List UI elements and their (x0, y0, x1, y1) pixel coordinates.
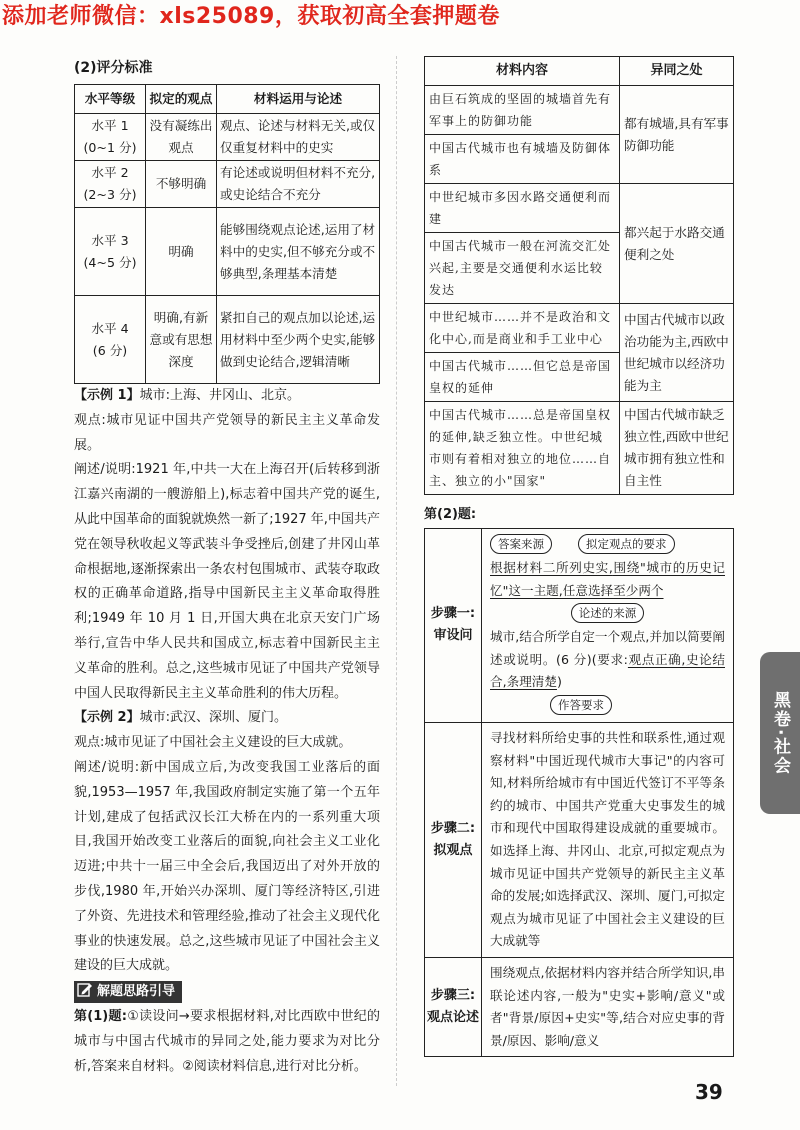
criteria-header-row (75, 85, 380, 114)
scoring-standard-title: (2)评分标准 (74, 60, 153, 76)
view-cell: 没有凝练出观点 (146, 114, 217, 161)
view-cell: 不够明确 (146, 161, 217, 208)
material-cell: 中国古代城市……但它总是帝国皇权的延伸 (425, 353, 620, 402)
material-cell: 由巨石筑成的坚固的城墙首先有军事上的防御功能 (425, 86, 620, 135)
tag-row (490, 694, 725, 718)
table-row (425, 184, 734, 233)
tag-row (490, 533, 725, 557)
pencil-note-icon (77, 982, 93, 998)
note-cell: 都兴起于水路交通便利之处 (620, 184, 734, 304)
answer-requirement-tag: 作答要求 (550, 695, 612, 715)
table-row (75, 296, 380, 384)
step-row (425, 722, 734, 957)
example2-desc: 阐述/说明:新中国成立后,为改变我国工业落后的面貌,1953—1957 年,我国政府制定实施了第一个五年计划,建成了包括武汉长江大桥在内的一系列重大项目,我国开始改变工业落后的面貌,向社会主义工业化迈进;中共十一届三中全会后,我国迈出了对外开放的步伐,1980 年,开始兴办深圳、厦门等经济特区,引进了外资、先进技术和管理经验,推动了社会主义现代化事业的快速发展。总之,这些城市见证了中国社会主义建设的巨大成就。 (74, 759, 380, 974)
tag-row (490, 602, 725, 626)
material-cell: 中国古代城市……总是帝国皇权的延伸,缺乏独立性。中世纪城市则有着相对独立的地位……自主、独立的小"国家" (425, 402, 620, 495)
material-cell: 中国古代城市也有城墙及防御体系 (425, 135, 620, 184)
step-label: 步骤二: 拟观点 (425, 722, 482, 957)
step1-text-b: 城市,结合所学自定一个观点,并加以简要阐述或说明。(6 分)(要求:观点正确,史论结合,条理清楚) (490, 629, 725, 690)
level-cell: 水平 2 (2~3 分) (75, 161, 146, 208)
comparison-header-note: 异同之处 (620, 57, 734, 86)
example1-view: 观点:城市见证中国共产党领导的新民主主义革命发展。 (74, 412, 380, 453)
comparison-table (424, 56, 734, 495)
table-row (75, 161, 380, 208)
right-column (424, 56, 734, 1057)
view-requirement-tag: 拟定观点的要求 (578, 534, 675, 554)
step-body: 围绕观点,依据材料内容并结合所学知识,串联论述内容,一般为"史实+影响/意义"或者"背景/原因+史实"等,结合对应史事的背景/原因、影响/意义 (482, 957, 734, 1056)
table-row (425, 86, 734, 135)
example2-cities: 【示例 2】城市:武汉、深圳、厦门。 (74, 710, 287, 726)
promo-banner: 添加老师微信：xls25089，获取初高全套押题卷 (2, 4, 500, 29)
desc-cell: 观点、论述与材料无关,或仅仅重复材料中的史实 (217, 114, 380, 161)
steps-table (424, 528, 734, 1057)
note-cell: 中国古代城市以政治功能为主,西欧中世纪城市以经济功能为主 (620, 304, 734, 402)
q1-guide: 第(1)题:①读设问→要求根据材料,对比西欧中世纪的城市与中国古代城市的异同之处,能力要求为对比分析,答案来自材料。②阅读材料信息,进行对比分析。 (74, 1009, 380, 1074)
column-divider (396, 56, 397, 1086)
left-column (74, 56, 380, 1080)
step-body: 寻找材料所给史事的共性和联系性,通过观察材料"中国近现代城市大事记"的内容可知,材料所给城市有中国近代签订不平等条约的城市、中国共产党重大史事发生的城市和现代中国取得建设成就的重要城市。如选择上海、井冈山、北京,可拟定观点为城市见证中国共产党领导的新民主主义革命的发展;如选择武汉、深圳、厦门,可拟定观点为城市见证了中国社会主义建设的巨大成就等 (482, 722, 734, 957)
material-cell: 中世纪城市多因水路交通便利而建 (425, 184, 620, 233)
criteria-header-view: 拟定的观点 (146, 85, 217, 114)
step-row (425, 529, 734, 723)
section-side-tab: 黑卷·社会 (760, 652, 800, 814)
answer-source-tag: 答案来源 (490, 534, 552, 554)
criteria-header-level: 水平等级 (75, 85, 146, 114)
step-label: 步骤一: 审设问 (425, 529, 482, 723)
material-cell: 中国古代城市一般在河流交汇处兴起,主要是交通便利水运比较发达 (425, 233, 620, 304)
criteria-header-desc: 材料运用与论述 (217, 85, 380, 114)
step-label: 步骤三: 观点论述 (425, 957, 482, 1056)
note-cell: 中国古代城市缺乏独立性,西欧中世纪城市拥有独立性和自主性 (620, 402, 734, 495)
page-number: 39 (695, 1080, 723, 1104)
view-cell: 明确,有新意或有思想深度 (146, 296, 217, 384)
q2-label: 第(2)题: (424, 507, 477, 522)
table-row (425, 304, 734, 353)
view-cell: 明确 (146, 208, 217, 296)
desc-cell: 能够围绕观点论述,运用了材料中的史实,但不够充分或不够典型,条理基本清楚 (217, 208, 380, 296)
comparison-header-row (425, 57, 734, 86)
comparison-header-content: 材料内容 (425, 57, 620, 86)
material-cell: 中世纪城市……并不是政治和文化中心,而是商业和手工业中心 (425, 304, 620, 353)
table-row (425, 402, 734, 495)
step-row (425, 957, 734, 1056)
step1-text-a: 根据材料二所列史实,围绕"城市的历史记忆"这一主题,任意选择至少两个 (490, 560, 725, 598)
solution-guide-badge: 解题思路引导 (74, 981, 182, 1003)
step-body (482, 529, 734, 723)
level-cell: 水平 4 (6 分) (75, 296, 146, 384)
level-cell: 水平 1 (0~1 分) (75, 114, 146, 161)
argument-source-tag: 论述的来源 (571, 603, 645, 623)
example2-view: 观点:城市见证了中国社会主义建设的巨大成就。 (74, 735, 352, 751)
table-row (75, 114, 380, 161)
desc-cell: 有论述或说明但材料不充分,或史论结合不充分 (217, 161, 380, 208)
table-row (75, 208, 380, 296)
desc-cell: 紧扣自己的观点加以论述,运用材料中至少两个史实,能够做到史论结合,逻辑清晰 (217, 296, 380, 384)
example1-desc: 阐述/说明:1921 年,中共一大在上海召开(后转移到浙江嘉兴南湖的一艘游船上),标志着中国共产党的诞生,从此中国革命的面貌就焕然一新了;1927 年,中国共产党在领导秋收起义等武装斗争受挫后,创建了井冈山革命根据地,逐渐探索出一条农村包围城市、武装夺取政权的正确革命道路,指导中国新民主主义革命取得胜利;1949 年 10 月 1 日,开国大典在北京天安门广场举行,宣告中华人民共和国成立,标志着中国新民主主义革命的胜利。总之,这些城市见证了中国共产党领导中国人民取得新民主主义革命胜利的伟大历程。 (74, 462, 380, 701)
example1-cities: 【示例 1】城市:上海、井冈山、北京。 (74, 388, 300, 403)
level-cell: 水平 3 (4~5 分) (75, 208, 146, 296)
scoring-criteria-table (74, 84, 380, 384)
note-cell: 都有城墙,具有军事防御功能 (620, 86, 734, 184)
